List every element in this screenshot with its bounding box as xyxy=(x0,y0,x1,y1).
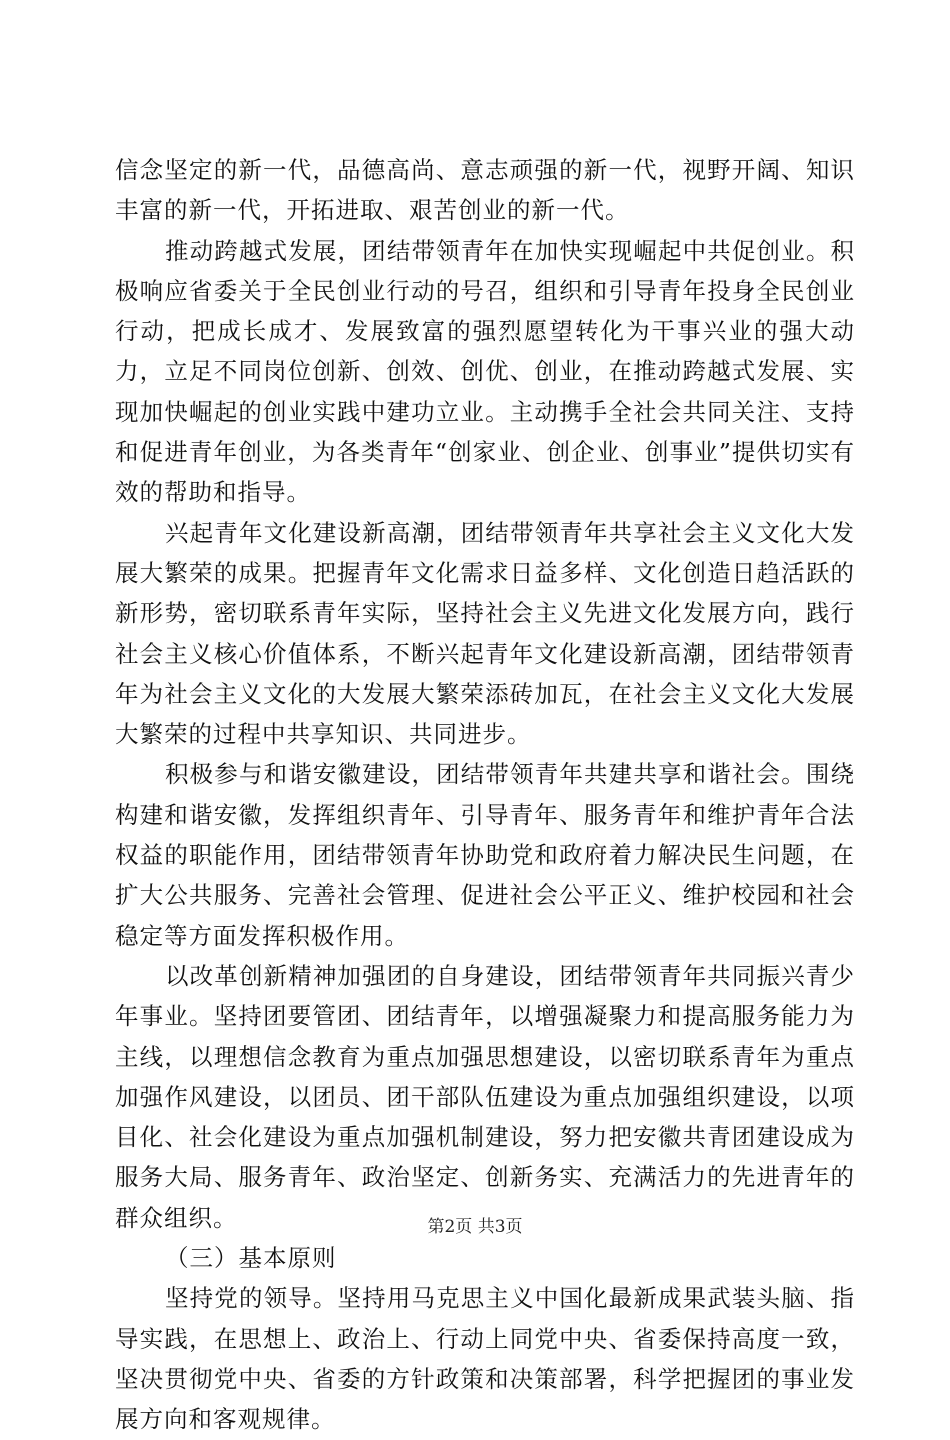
document-body xyxy=(115,150,855,1440)
paragraph: 坚持党的领导。坚持用马克思主义中国化最新成果武装头脑、指导实践，在思想上、政治上、行动上同党中央、省委保持高度一致，坚决贯彻党中央、省委的方针政策和决策部署，科学把握团的事业发展方向和客观规律。 xyxy=(115,1284,855,1434)
paragraph: 兴起青年文化建设新高潮，团结带领青年共享社会主义文化大发展大繁荣的成果。把握青年文化需求日益多样、文化创造日趋活跃的新形势，密切联系青年实际，坚持社会主义先进文化发展方向，践行社会主义核心价值体系，不断兴起青年文化建设新高潮，团结带领青年为社会主义文化的大发展大繁荣添砖加瓦，在社会主义文化大发展大繁荣的过程中共享知识、共同进步。 xyxy=(115,518,855,749)
paragraph: 信念坚定的新一代，品德高尚、意志顽强的新一代，视野开阔、知识丰富的新一代，开拓进取、艰苦创业的新一代。 xyxy=(115,156,855,225)
paragraph: 积极参与和谐安徽建设，团结带领青年共建共享和谐社会。围绕构建和谐安徽，发挥组织青年、引导青年、服务青年和维护青年合法权益的职能作用，团结带领青年协助党和政府着力解决民生问题，在扩大公共服务、完善社会管理、促进社会公平正义、维护校园和社会稳定等方面发挥积极作用。 xyxy=(115,760,855,950)
paragraph: 以改革创新精神加强团的自身建设，团结带领青年共同振兴青少年事业。坚持团要管团、团结青年，以增强凝聚力和提高服务能力为主线，以理想信念教育为重点加强思想建设，以密切联系青年为重点加强作风建设，以团员、团干部队伍建设为重点加强组织建设，以项目化、社会化建设为重点加强机制建设，努力把安徽共青团建设成为服务大局、服务青年、政治坚定、创新务实、充满活力的先进青年的群众组织。 xyxy=(115,961,855,1232)
page-number-footer: 第2页 共3页 xyxy=(427,1217,523,1237)
paragraph: 推动跨越式发展，团结带领青年在加快实现崛起中共促创业。积极响应省委关于全民创业行动的号召，组织和引导青年投身全民创业行动，把成长成才、发展致富的强烈愿望转化为干事兴业的强大动力，立足不同岗位创新、创效、创优、创业，在推动跨越式发展、实现加快崛起的创业实践中建功立业。主动携手全社会共同关注、支持和促进青年创业，为各类青年“创家业、创企业、创事业”提供切实有效的帮助和指导。 xyxy=(115,236,855,507)
section-heading: （三）基本原则 xyxy=(165,1244,337,1273)
